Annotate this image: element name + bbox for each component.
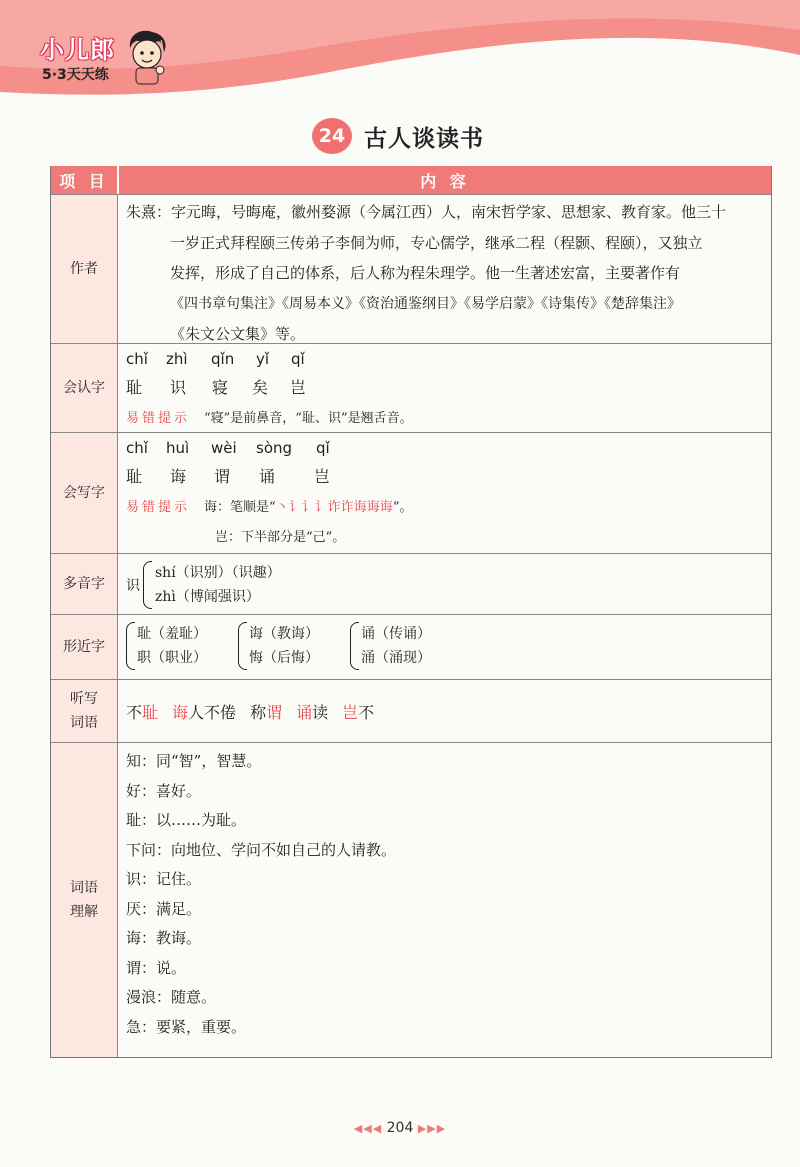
pinyin: huì [166,439,190,457]
similar-word: 悔（后悔） [249,650,319,666]
pinyin-row [126,346,763,372]
author-line: 《朱文公文集》等。 [170,325,306,343]
page-number [0,1120,800,1136]
pinyin: yǐ [256,350,270,368]
pinyin: chǐ [126,439,148,457]
polyphone-reading: shí（识别）（识趣） [155,565,281,581]
dictation-word: 岂不 [342,702,375,722]
pinyin: wèi [211,439,237,457]
stroke-step: 诲 [353,499,367,515]
stroke-step: 诲 [379,499,393,515]
glossary-item: 下问：向地位、学问不如自己的人请教。 [126,840,397,859]
char: 寝 [212,377,229,397]
label-dictation-2: 词语 [70,715,98,731]
similar-group [238,622,350,670]
similar-group [126,622,238,670]
study-table [50,166,772,1058]
polyphone-entry [126,556,763,614]
char: 岂 [290,377,307,397]
row-author [51,194,771,343]
similar-word: 诲（教诲） [249,626,319,642]
pinyin: qǐ [316,439,330,457]
polyphone-char: 识 [126,578,140,594]
tip-qi-text: 岂：下半部分是“己”。 [215,529,346,545]
pinyin: qǐn [211,350,235,368]
stroke-step: 丶 [275,499,289,515]
tip-text: “寝”是前鼻音，“耻、识”是翘舌音。 [204,410,413,426]
brand-subtitle: 5·3天天练 [42,67,109,83]
author-line: 朱熹：字元晦，号晦庵，徽州婺源（今属江西）人，南宋哲学家、思想家、教育家。他三十 [126,203,727,221]
char: 识 [170,377,187,397]
glossary-item: 急：要紧，重要。 [126,1017,247,1036]
pinyin: sòng [256,439,293,457]
label-glossary-1: 词语 [70,880,98,896]
dictation-word: 诵读 [296,702,329,722]
stroke-step: 讠 [288,499,302,515]
glossary-item: 诲：教诲。 [126,929,202,947]
lesson-number: 24 [312,118,352,154]
pinyin-row [126,435,763,461]
dictation-words [126,680,763,742]
char: 耻 [126,466,143,486]
author-line: 发挥，形成了自己的体系，后人称为程朱理学。他一生著述宏富，主要著作有 [170,264,681,282]
glossary-item: 厌：满足。 [126,899,202,918]
label-dictation-1: 听写 [70,691,98,707]
glossary-item: 漫浪：随意。 [126,988,217,1006]
lesson-heading [312,116,484,156]
char: 岂 [314,466,331,486]
pinyin: chǐ [126,350,148,368]
tip-write-hui [126,489,763,521]
label-author: 作者 [70,261,98,277]
row-write [51,432,771,553]
label-similar: 形近字 [63,639,105,655]
tip-write-qi [126,521,763,549]
glossary-list [118,743,771,1057]
pinyin: qǐ [291,350,305,368]
char: 诵 [259,466,276,486]
label-write: 会写字 [63,485,105,501]
brace [350,622,359,670]
char-row [126,461,763,489]
pinyin: zhì [166,350,188,368]
tip-recognize [126,400,763,432]
polyphone-reading: zhì（博闻强识） [155,589,260,605]
mascot-icon [122,26,172,86]
brace [143,561,152,609]
page-number-text: 204 [386,1120,414,1136]
author-line: 《四书章句集注》《周易本义》《资治通鉴纲目》《易学启蒙》《诗集传》《楚辞集注》 [170,295,681,312]
glossary-item: 识：记住。 [126,870,202,888]
row-dictation [51,679,771,742]
brace [126,622,135,670]
char: 矣 [252,377,269,397]
glossary-item: 耻：以……为耻。 [126,811,247,829]
similar-group [350,622,462,670]
similar-entries [126,617,763,675]
char: 谓 [214,466,231,486]
stroke-step: 诲 [366,499,380,515]
similar-word: 诵（传诵） [361,626,431,642]
label-recognize: 会认字 [63,380,105,396]
label-glossary-2: 理解 [70,904,98,920]
stroke-step: 讠 [301,499,315,515]
glossary-item: 知：同“智”，智慧。 [126,752,262,770]
tip-label: 易错提示 [126,410,191,426]
glossary-item: 好：喜好。 [126,781,202,800]
table-header [51,166,771,194]
label-polyphone: 多音字 [63,576,105,592]
left-arrows-icon: ◀◀◀ [353,1122,383,1135]
lesson-title: 古人谈读书 [364,125,484,152]
row-similar [51,614,771,679]
stroke-step: 诈 [340,499,354,515]
glossary-item: 谓：说。 [126,958,187,977]
char-row [126,372,763,400]
dictation-word: 诲人不倦 [172,702,237,722]
header-content: 内 容 [420,171,470,191]
dictation-word: 称谓 [250,702,283,722]
char: 诲 [170,466,187,486]
right-arrows-icon: ▶▶▶ [417,1122,447,1135]
brace [238,622,247,670]
row-polyphone [51,553,771,614]
similar-word: 职（职业） [137,650,207,666]
stroke-step: 讠 [314,499,328,515]
dictation-word: 不耻 [126,702,159,722]
author-line: 一岁正式拜程颐三传弟子李侗为师，专心儒学，继承二程（程颢、程颐），又独立 [170,233,703,252]
brand-title: 小儿郎 [40,36,115,64]
stroke-step: 诈 [327,499,341,515]
header-item: 项 目 [59,171,109,191]
tip-hui-prefix: 诲：笔顺是“ [204,499,276,515]
similar-word: 涌（涌现） [361,650,431,666]
tip-hui-suffix: ”。 [392,499,413,515]
row-recognize [51,343,771,432]
header-banner [0,0,800,100]
row-glossary [51,742,771,1057]
tip-label: 易错提示 [126,499,191,515]
similar-word: 耻（羞耻） [137,626,207,642]
char: 耻 [126,377,143,397]
